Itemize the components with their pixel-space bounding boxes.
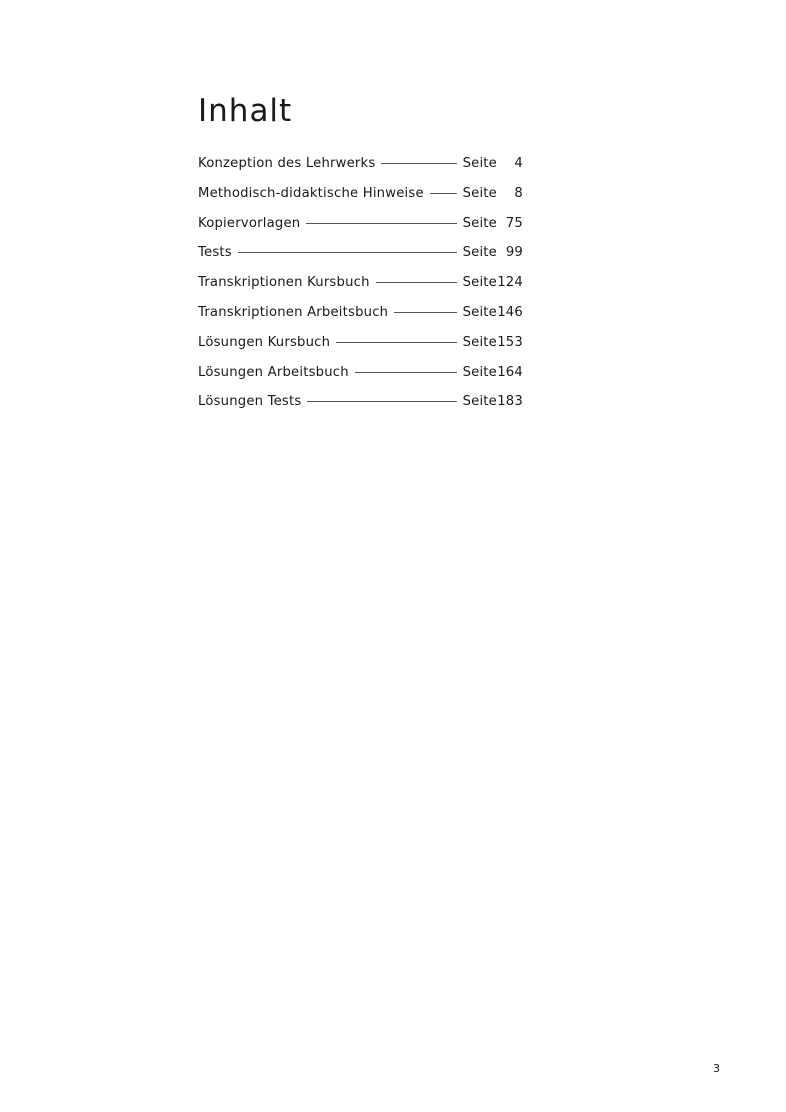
toc-leader-line xyxy=(376,282,457,283)
toc-seite-label: Seite xyxy=(462,215,497,231)
toc-entry-label: Lösungen Kursbuch xyxy=(198,334,331,350)
toc-entry-hinweise[interactable] xyxy=(198,186,523,216)
toc-seite-label: Seite xyxy=(462,394,497,410)
toc-page-number: 164 xyxy=(497,364,523,380)
toc-seite-label: Seite xyxy=(462,185,497,201)
toc-entry-loesungen-tests[interactable] xyxy=(198,394,523,424)
toc-entry-label: Kopiervorlagen xyxy=(198,215,301,231)
toc-entry-label: Methodisch-didaktische Hinweise xyxy=(198,185,424,201)
toc-leader-line xyxy=(336,342,456,343)
toc-entry-tests[interactable] xyxy=(198,245,523,275)
toc-seite-label: Seite xyxy=(462,245,497,261)
toc-seite-label: Seite xyxy=(462,334,497,350)
toc-leader-line xyxy=(355,372,457,373)
toc-leader-line xyxy=(306,223,456,224)
toc-entry-label: Konzeption des Lehrwerks xyxy=(198,156,376,171)
toc-entry-label: Lösungen Arbeitsbuch xyxy=(198,364,349,380)
toc-entry-transkriptionen-arbeitsbuch[interactable] xyxy=(198,305,523,335)
toc-leader-line xyxy=(307,401,456,402)
toc-page-number: 75 xyxy=(505,215,523,231)
toc-entry-label: Lösungen Tests xyxy=(198,394,302,410)
toc-page-number: 99 xyxy=(505,245,523,261)
toc-entry-loesungen-arbeitsbuch[interactable] xyxy=(198,365,523,395)
toc-entry-loesungen-kursbuch[interactable] xyxy=(198,335,523,365)
toc-page-number: 153 xyxy=(497,334,523,350)
toc-page-number: 146 xyxy=(497,304,523,320)
toc-leader-line xyxy=(238,252,457,253)
toc-entry-label: Transkriptionen Kursbuch xyxy=(198,275,370,291)
toc-page-number: 4 xyxy=(514,156,523,171)
toc-page-number: 183 xyxy=(497,394,523,410)
table-of-contents xyxy=(198,156,523,424)
toc-entry-label: Tests xyxy=(198,245,232,261)
toc-seite-label: Seite xyxy=(462,156,497,171)
page-number: 3 xyxy=(713,1062,720,1075)
toc-entry-label: Transkriptionen Arbeitsbuch xyxy=(198,304,389,320)
page-title: Inhalt xyxy=(198,93,293,129)
toc-seite-label: Seite xyxy=(462,275,497,291)
toc-seite-label: Seite xyxy=(462,364,497,380)
toc-page-number: 124 xyxy=(497,275,523,291)
toc-entry-konzeption[interactable] xyxy=(198,156,523,186)
toc-page-number: 8 xyxy=(514,185,523,201)
toc-leader-line xyxy=(381,163,456,164)
toc-seite-label: Seite xyxy=(462,304,497,320)
toc-entry-kopiervorlagen[interactable] xyxy=(198,216,523,246)
toc-leader-line xyxy=(394,312,456,313)
toc-leader-line xyxy=(430,193,457,194)
toc-entry-transkriptionen-kursbuch[interactable] xyxy=(198,275,523,305)
